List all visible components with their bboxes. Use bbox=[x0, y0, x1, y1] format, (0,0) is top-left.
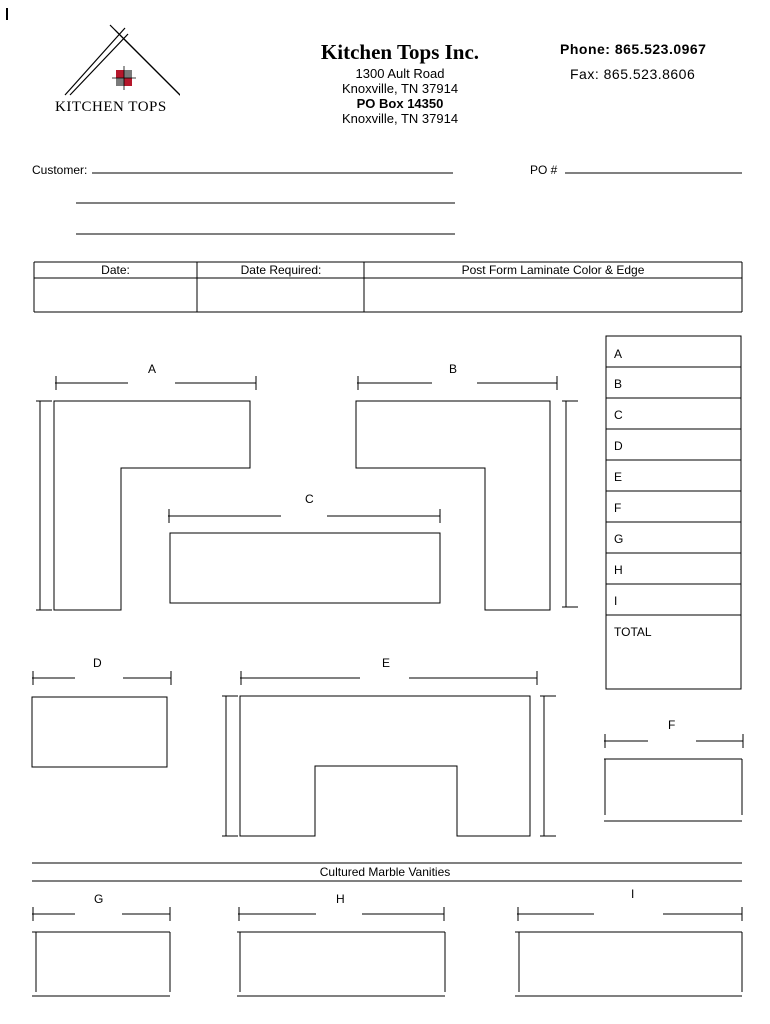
company-fax: Fax: 865.523.8606 bbox=[570, 66, 696, 82]
shape-label-d: D bbox=[93, 656, 102, 670]
po-label: PO # bbox=[530, 163, 558, 177]
shape-e bbox=[222, 671, 556, 836]
side-cell-h: H bbox=[614, 563, 623, 577]
company-phone: Phone: 865.523.0967 bbox=[560, 41, 707, 57]
company-city: Knoxville, TN 37914 bbox=[341, 81, 459, 96]
customer-label: Customer: bbox=[32, 163, 88, 177]
side-cell-d: D bbox=[614, 439, 623, 453]
company-name: Kitchen Tops Inc. bbox=[320, 40, 480, 64]
shape-label-h: H bbox=[336, 892, 345, 906]
shape-b bbox=[356, 376, 578, 610]
side-cell-i: I bbox=[614, 594, 618, 608]
side-cell-g: G bbox=[614, 532, 624, 546]
side-cell-f: F bbox=[614, 501, 622, 515]
shape-c bbox=[168, 509, 440, 603]
company-address: 1300 Ault Road bbox=[355, 66, 445, 81]
shape-f bbox=[604, 734, 743, 821]
company-po-box: PO Box 14350 bbox=[356, 96, 444, 111]
company-city-2: Knoxville, TN 37914 bbox=[341, 111, 459, 126]
date-table bbox=[34, 262, 742, 312]
shape-d bbox=[32, 671, 171, 767]
shape-a bbox=[36, 376, 256, 610]
shape-label-g: G bbox=[94, 892, 104, 906]
side-cell-b: B bbox=[614, 377, 623, 391]
date-header: Date: bbox=[101, 263, 130, 277]
vanities-title: Cultured Marble Vanities bbox=[319, 865, 451, 879]
scan-mark bbox=[6, 8, 8, 20]
side-cell-e: E bbox=[614, 470, 623, 484]
side-cell-a: A bbox=[614, 347, 623, 361]
summary-table bbox=[606, 336, 741, 689]
shape-label-c: C bbox=[305, 492, 314, 506]
shape-i bbox=[515, 907, 742, 996]
shape-label-i: I bbox=[631, 887, 635, 901]
logo-text: KITCHEN TOPS bbox=[55, 99, 167, 115]
shape-h bbox=[237, 907, 445, 996]
shape-g bbox=[32, 907, 170, 996]
shape-label-b: B bbox=[449, 362, 458, 376]
shape-label-f: F bbox=[668, 718, 676, 732]
side-cell-c: C bbox=[614, 408, 623, 422]
shape-label-e: E bbox=[382, 656, 391, 670]
side-cell-total: TOTAL bbox=[614, 625, 652, 639]
shape-label-a: A bbox=[148, 362, 157, 376]
date-required-header: Date Required: bbox=[240, 263, 322, 277]
laminate-color-header: Post Form Laminate Color & Edge bbox=[461, 263, 645, 277]
